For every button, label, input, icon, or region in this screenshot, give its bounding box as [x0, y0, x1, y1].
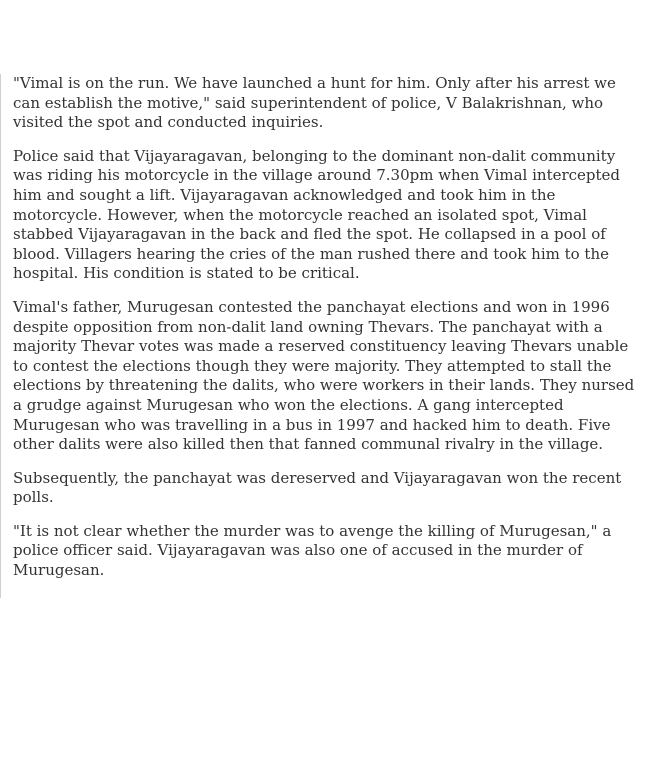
article-body [0, 74, 636, 598]
article-paragraph-2: Police said that Vijayaragavan, belonging to the dominant non-dalit community was riding his motorcycle in the village around 7.30pm when Vimal intercepted him and sought a lift. Vijayaragavan acknowledged and took him in the motorcycle. However, when the motorcycle reached an isolated spot, Vimal stabbed Vijayaragavan in the back and fled the spot. He collapsed in a pool of blood. Villagers hearing the cries of the man rushed there and took him to the hospital. His condition is stated to be critical. [13, 146, 621, 283]
article-paragraph-5: "It is not clear whether the murder was to avenge the killing of Murugesan," a police officer said. Vijayaragavan was also one of accused in the murder of Murugesan. [13, 521, 612, 580]
article-paragraph-4: Subsequently, the panchayat was dereserved and Vijayaragavan won the recent polls. [13, 468, 622, 507]
article-paragraph-3: Vimal's father, Murugesan contested the panchayat elections and won in 1996 despite opposition from non-dalit land owning Thevars. The panchayat with a majority Thevar votes was made a reserved constituency leaving Thevars unable to contest the elections though they were majority. They attempted to stall the elections by threatening the dalits, who were workers in their lands. They nursed a grudge against Murugesan who won the elections. A gang intercepted Murugesan who was travelling in a bus in 1997 and hacked him to death. Five other dalits were also killed then that fanned communal rivalry in the village. [13, 297, 635, 454]
article-paragraph-1: "Vimal is on the run. We have launched a hunt for him. Only after his arrest we can establish the motive," said superintendent of police, V Balakrishnan, who visited the spot and conducted inquiries. [13, 74, 616, 132]
